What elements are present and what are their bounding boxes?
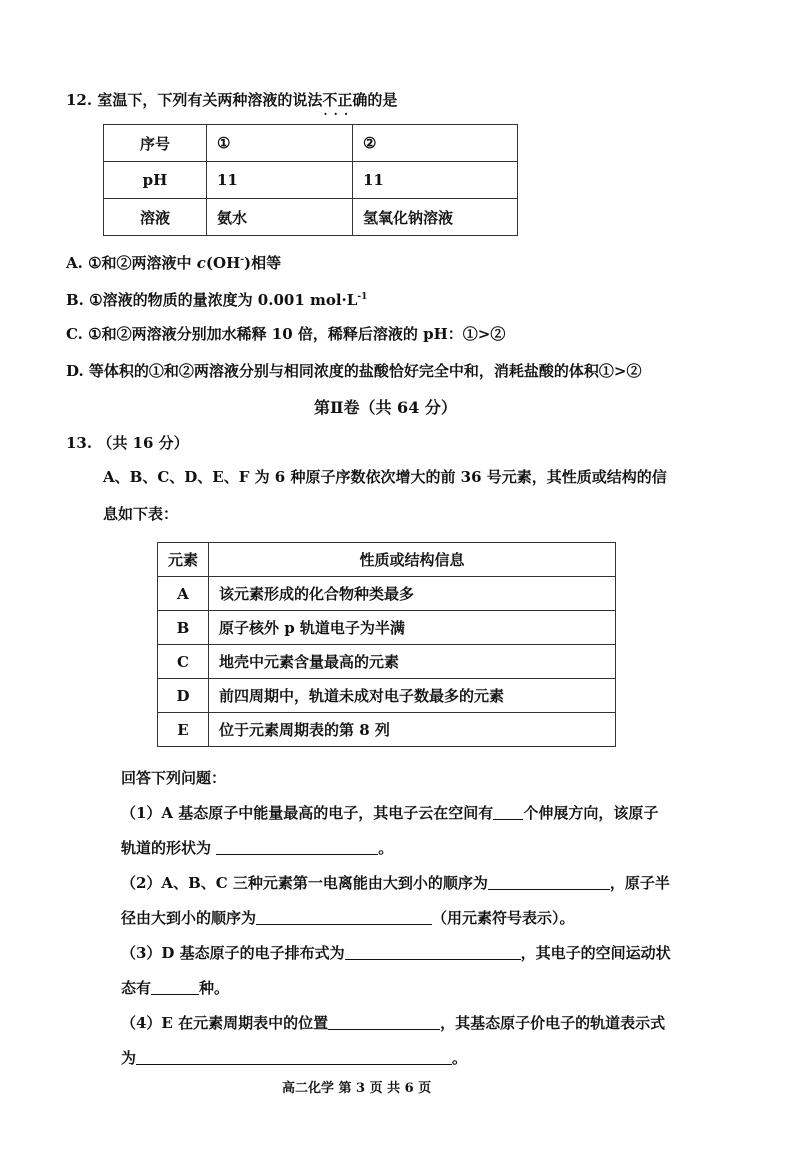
table-cell: 氨水 bbox=[207, 199, 353, 236]
table-cell: 地壳中元素含量最高的元素 bbox=[209, 645, 616, 679]
table-cell: 氢氧化钠溶液 bbox=[353, 199, 518, 236]
q13-table bbox=[157, 542, 616, 747]
table-cell: 位于元素周期表的第 8 列 bbox=[209, 713, 616, 747]
table-row bbox=[158, 713, 616, 747]
answer-prompt: 回答下列问题： bbox=[121, 769, 227, 787]
answer-blank[interactable] bbox=[493, 803, 523, 820]
q13-part2-line1: （2）A、B、C 三种元素第一电离能由大到小的顺序为 ，原子半 bbox=[121, 874, 670, 892]
q13-part3-line2: 态有 种。 bbox=[121, 979, 230, 997]
q13-header: 13. （共 16 分） bbox=[66, 434, 189, 452]
q12-option-b: B. ①溶液的物质的量浓度为 0.001 $mol\cdot L^{-1}$ bbox=[66, 291, 368, 309]
table-cell: 11 bbox=[353, 162, 518, 199]
table-cell: B bbox=[158, 611, 209, 645]
q13-part4-line2: 为 。 bbox=[121, 1049, 468, 1067]
table-cell: A bbox=[158, 577, 209, 611]
table-cell: ① bbox=[207, 125, 353, 162]
table-cell: D bbox=[158, 679, 209, 713]
q12-option-c: C. ①和②两溶液分别加水稀释 10 倍，稀释后溶液的 pH：①>② bbox=[66, 325, 506, 343]
table-row bbox=[104, 199, 518, 236]
q12-stem: 12. 室温下，下列有关两种溶液的说法不正确 · · ·的是 bbox=[66, 90, 397, 110]
table-row bbox=[158, 577, 616, 611]
table-header-cell: 元素 bbox=[158, 543, 209, 577]
answer-blank[interactable] bbox=[256, 908, 432, 925]
q13-part4-line1: （4）E 在元素周期表中的位置 ，其基态原子价电子的轨道表示式 bbox=[121, 1014, 666, 1032]
table-row bbox=[158, 543, 616, 577]
answer-blank[interactable] bbox=[136, 1048, 452, 1065]
table-cell: 该元素形成的化合物种类最多 bbox=[209, 577, 616, 611]
q13-part2-line2: 径由大到小的顺序为 （用元素符号表示）。 bbox=[121, 909, 575, 927]
table-row bbox=[158, 645, 616, 679]
q13-part1-line2: 轨道的形状为 。 bbox=[121, 839, 394, 857]
table-cell: ② bbox=[353, 125, 518, 162]
q13-part3-line1: （3）D 基态原子的电子排布式为 ，其电子的空间运动状 bbox=[121, 944, 671, 962]
answer-blank[interactable] bbox=[345, 943, 521, 960]
table-row bbox=[104, 125, 518, 162]
q12-option-a: A. ①和②两溶液中 c(OH-)相等 bbox=[66, 254, 282, 272]
q13-intro-line2: 息如下表： bbox=[103, 505, 179, 523]
answer-blank[interactable] bbox=[328, 1013, 440, 1030]
table-cell: E bbox=[158, 713, 209, 747]
answer-blank[interactable] bbox=[216, 838, 378, 855]
q12-table bbox=[103, 124, 518, 236]
table-row bbox=[158, 611, 616, 645]
table-header-cell: 性质或结构信息 bbox=[209, 543, 616, 577]
q13-intro-line1: A、B、C、D、E、F 为 6 种原子序数依次增大的前 36 号元素，其性质或结构的信 bbox=[103, 468, 667, 486]
table-cell: C bbox=[158, 645, 209, 679]
table-cell: 11 bbox=[207, 162, 353, 199]
page-footer: 高二化学 第 3 页 共 6 页 bbox=[282, 1081, 432, 1096]
table-cell: 前四周期中，轨道未成对电子数最多的元素 bbox=[209, 679, 616, 713]
q13-part1-line1: （1）A 基态原子中能量最高的电子，其电子云在空间有 个伸展方向，该原子 bbox=[121, 804, 659, 822]
table-row bbox=[104, 162, 518, 199]
answer-blank[interactable] bbox=[151, 978, 199, 995]
q12-emphasis: 不正确 · · · bbox=[322, 91, 367, 109]
table-row bbox=[158, 679, 616, 713]
table-cell: pH bbox=[104, 162, 207, 199]
q12-option-d: D. 等体积的①和②两溶液分别与相同浓度的盐酸恰好完全中和，消耗盐酸的体积①>② bbox=[66, 362, 642, 380]
table-cell: 溶液 bbox=[104, 199, 207, 236]
table-cell: 序号 bbox=[104, 125, 207, 162]
section-title: 第Ⅱ卷（共 64 分） bbox=[314, 398, 457, 417]
answer-blank[interactable] bbox=[488, 873, 610, 890]
table-cell: 原子核外 p 轨道电子为半满 bbox=[209, 611, 616, 645]
